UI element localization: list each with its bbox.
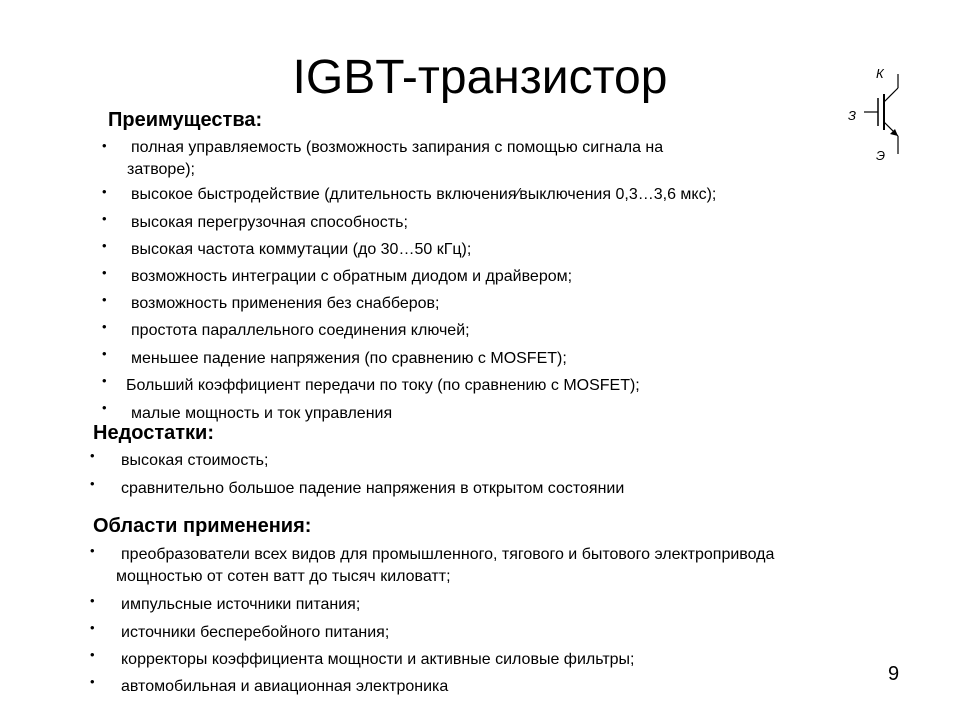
advantage-item: возможность интеграции с обратным диодом и драйвером; (131, 268, 573, 285)
advantage-item: возможность применения без снабберов; (131, 295, 440, 312)
igbt-symbol-icon (840, 60, 920, 170)
applications-heading: Области применения: (93, 515, 312, 537)
disadvantages-heading: Недостатки: (93, 422, 215, 444)
bullet: • (90, 647, 95, 662)
application-item: импульсные источники питания; (121, 596, 361, 613)
page-number: 9 (888, 663, 900, 685)
application-item: корректоры коэффициента мощности и активные силовые фильтры; (121, 651, 635, 668)
advantages-heading: Преимущества: (108, 109, 263, 131)
disadvantage-item: сравнительно большое падение напряжения в открытом состоянии (121, 480, 625, 497)
bullet: • (90, 674, 95, 689)
bullet: • (102, 238, 107, 253)
application-item: мощностью от сотен ватт до тысяч киловатт; (116, 568, 451, 585)
bullet: • (102, 373, 107, 388)
bullet: • (90, 620, 95, 635)
disadvantage-item: высокая стоимость; (121, 452, 269, 469)
advantage-item: полная управляемость (возможность запирания с помощью сигнала на (131, 139, 664, 156)
bullet: • (102, 265, 107, 280)
bullet: • (102, 138, 107, 153)
application-item: автомобильная и авиационная электроника (121, 678, 449, 695)
advantage-item: малые мощность и ток управления (131, 405, 393, 422)
bullet: • (102, 184, 107, 199)
bullet: • (102, 346, 107, 361)
bullet: • (102, 211, 107, 226)
advantage-item: высокая частота коммутации (до 30…50 кГц); (131, 241, 472, 258)
advantage-item: простота параллельного соединения ключей; (131, 322, 470, 339)
gate-label: З (848, 108, 856, 123)
advantage-item: Больший коэффициент передачи по току (по сравнению с MOSFET); (126, 377, 640, 394)
advantage-item: меньшее падение напряжения (по сравнению с MOSFET); (131, 350, 567, 367)
bullet: • (90, 476, 95, 491)
bullet: • (90, 543, 95, 558)
collector-label: К (876, 66, 884, 81)
bullet: • (90, 448, 95, 463)
advantage-item: высокое быстродействие (длительность включения⁄выключения 0,3…3,6 мкс); (131, 186, 717, 203)
application-item: преобразователи всех видов для промышленного, тягового и бытового электропривода (121, 546, 775, 563)
bullet: • (102, 292, 107, 307)
advantage-item: высокая перегрузочная способность; (131, 214, 408, 231)
emitter-label: Э (876, 148, 886, 163)
slide-title: IGBT-транзистор (292, 51, 668, 104)
advantage-item: затворе); (127, 161, 195, 178)
bullet: • (102, 319, 107, 334)
bullet: • (102, 400, 107, 415)
bullet: • (90, 593, 95, 608)
application-item: источники бесперебойного питания; (121, 624, 390, 641)
